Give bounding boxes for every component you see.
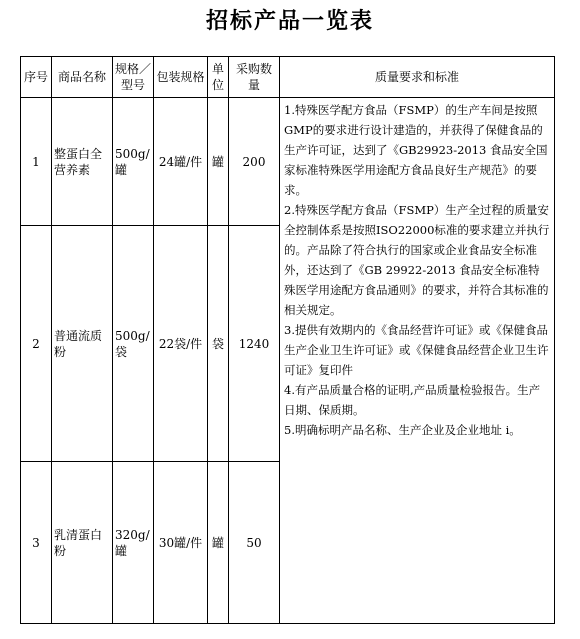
cell-qty: 1240 (229, 226, 280, 462)
cell-name: 乳清蛋白粉 (52, 462, 113, 624)
cell-no: 3 (21, 462, 52, 624)
cell-unit: 罐 (208, 98, 229, 226)
cell-spec: 500g/袋 (113, 226, 154, 462)
document-title: 招标产品一览表 (205, 8, 374, 34)
header-no: 序号 (21, 57, 52, 98)
cell-pack: 24罐/件 (154, 98, 208, 226)
header-qty: 采购数量 (229, 57, 280, 98)
cell-unit: 袋 (208, 226, 229, 462)
cell-no: 1 (21, 98, 52, 226)
header-spec: 规格／型号 (113, 57, 154, 98)
cell-pack: 30罐/件 (154, 462, 208, 624)
requirement-item: 3.提供有效期内的《食品经营许可证》或《保健食品生产企业卫生许可证》或《保健食品经营企业卫生许可证》复印件 (284, 323, 549, 377)
header-row (21, 57, 555, 98)
cell-spec: 320g/罐 (113, 462, 154, 624)
requirement-item: 2.特殊医学配方食品（FSMP）生产全过程的质量安全控制体系是按照ISO22000标准的要求建立并执行的。产品除了符合执行的国家或企业食品安全标准外，还达到了《GB 29922-2013 食品安全标准特殊医学用途配方食品通则》的要求，并符合其标准的相关规定。 (284, 203, 550, 317)
requirement-item: 5.明确标明产品名称、生产企业及企业地址 i。 (284, 423, 521, 437)
header-name: 商品名称 (52, 57, 113, 98)
cell-qty: 50 (229, 462, 280, 624)
header-requirements: 质量要求和标准 (280, 57, 555, 98)
requirement-item: 4.有产品质量合格的证明,产品质量检验报告。生产日期、保质期。 (284, 383, 541, 417)
requirement-item: 1.特殊医学配方食品（FSMP）的生产车间是按照GMP的要求进行设计建造的，并获得了保健食品的生产许可证，达到了《GB29923-2013 食品安全国家标准特殊医学用途配方食品良好生产规范》的要求。 (284, 103, 548, 197)
cell-name: 普通流质粉 (52, 226, 113, 462)
cell-spec: 500g/罐 (113, 98, 154, 226)
cell-unit: 罐 (208, 462, 229, 624)
cell-name: 整蛋白全营养素 (52, 98, 113, 226)
table-row (21, 98, 555, 226)
header-pack: 包装规格 (154, 57, 208, 98)
cell-pack: 22袋/件 (154, 226, 208, 462)
cell-no: 2 (21, 226, 52, 462)
product-table (20, 56, 555, 624)
requirements-cell (280, 98, 555, 624)
cell-qty: 200 (229, 98, 280, 226)
header-unit: 单位 (208, 57, 229, 98)
